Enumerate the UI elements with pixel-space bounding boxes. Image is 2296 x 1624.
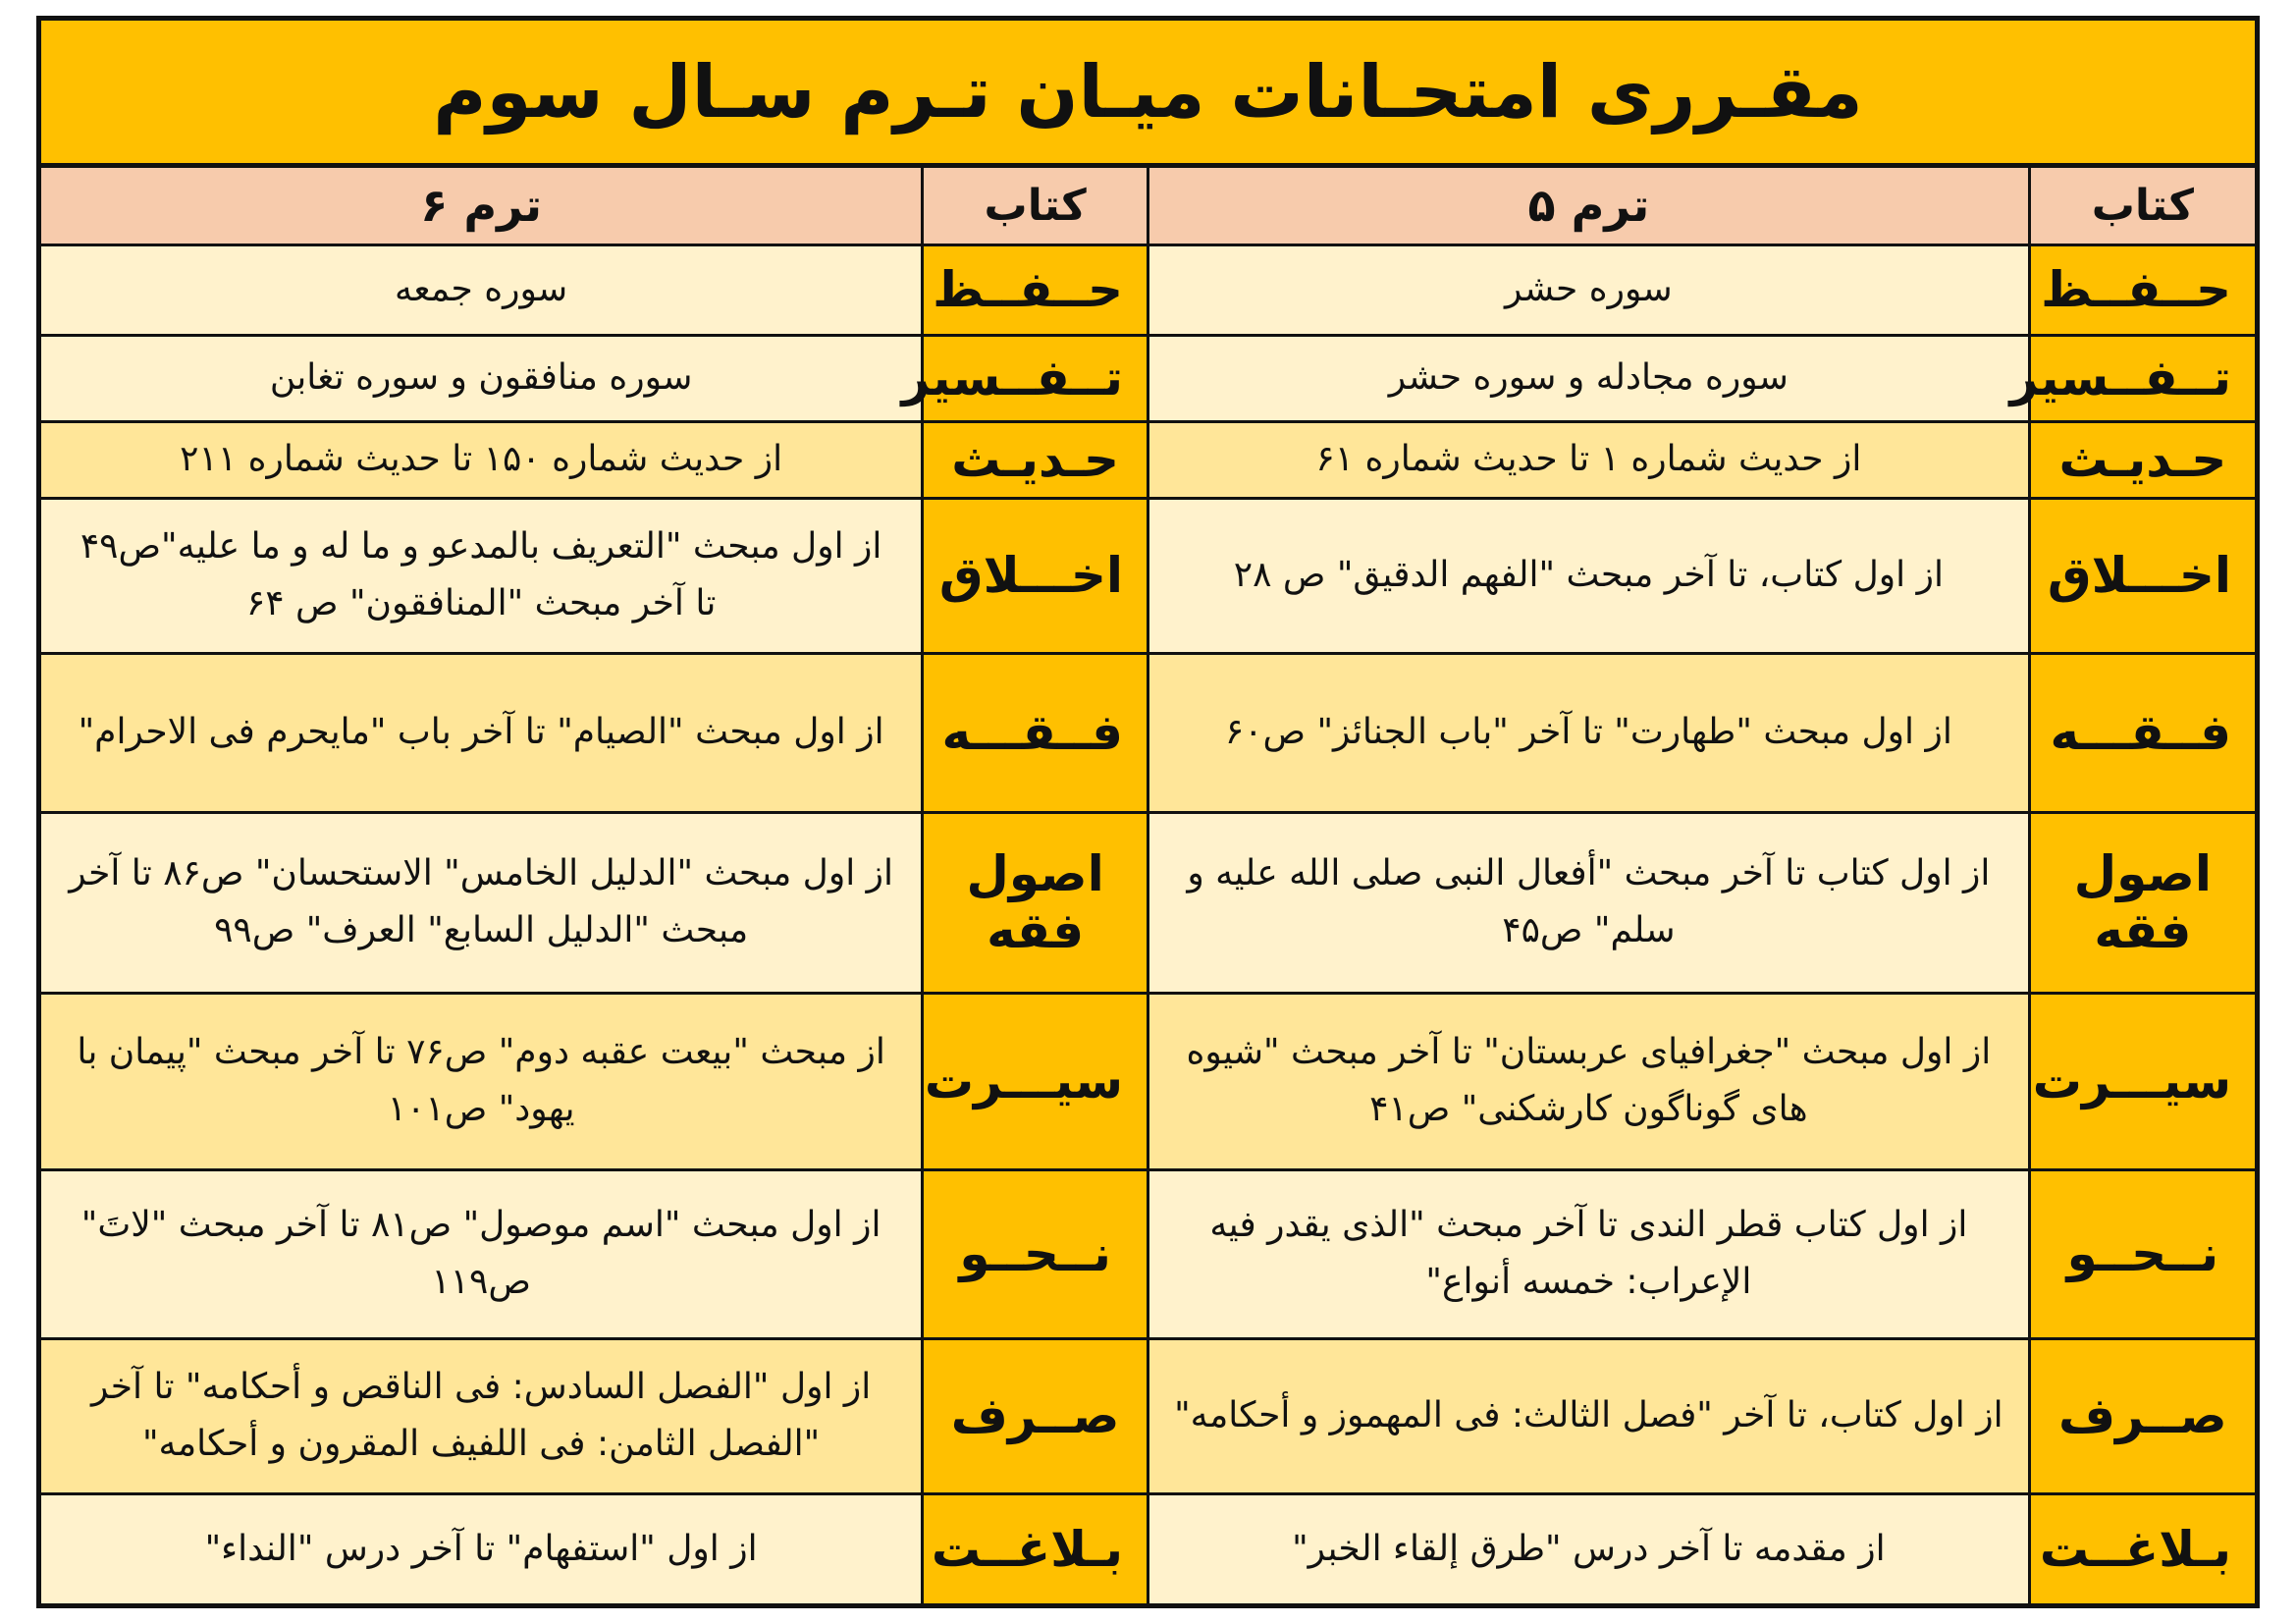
subject-cell: صــرف — [923, 1338, 1148, 1493]
term5-cell: از اول مبحث "طهارت" تا آخر "باب الجنائز" ص۶۰ — [1148, 653, 2030, 812]
table-row — [41, 498, 2255, 653]
table-row — [41, 244, 2255, 335]
subject-cell: حــفــظ — [2029, 244, 2255, 335]
syllabus-sheet — [36, 16, 2260, 1608]
term6-cell: از حدیث شماره ۱۵۰ تا حدیث شماره ۲۱۱ — [41, 421, 923, 498]
table-row — [41, 993, 2255, 1169]
header-term5: ترم ۵ — [1148, 168, 2030, 244]
term5-cell: سوره مجادله و سوره حشر — [1148, 335, 2030, 421]
exam-schedule-table — [41, 168, 2255, 1603]
subject-cell: اخـــلاق — [923, 498, 1148, 653]
term6-cell: از مبحث "بیعت عقبه دوم" ص۷۶ تا آخر مبحث "پیمان با یهود" ص۱۰۱ — [41, 993, 923, 1169]
title-bar — [41, 21, 2255, 168]
subject-cell: اصول فقه — [2029, 812, 2255, 993]
header-term6: ترم ۶ — [41, 168, 923, 244]
table-row — [41, 1338, 2255, 1493]
subject-cell: بـلاغــت — [2029, 1493, 2255, 1603]
subject-cell: سیـــرت — [923, 993, 1148, 1169]
term5-cell: از اول کتاب تا آخر مبحث "أفعال النبی صلی الله علیه و سلم" ص۴۵ — [1148, 812, 2030, 993]
term6-cell: از اول مبحث "اسم موصول" ص۸۱ تا آخر مبحث "لاتَ" ص۱۱۹ — [41, 1169, 923, 1338]
subject-cell: فــقـــه — [2029, 653, 2255, 812]
table-row — [41, 1493, 2255, 1603]
table-row — [41, 812, 2255, 993]
subject-cell: تــفــسیر — [2029, 335, 2255, 421]
term5-cell: از اول مبحث "جغرافیای عربستان" تا آخر مبحث "شیوه های گوناگون کارشکنی" ص۴۱ — [1148, 993, 2030, 1169]
term6-cell: سوره منافقون و سوره تغابن — [41, 335, 923, 421]
term5-cell: از مقدمه تا آخر درس "طرق إلقاء الخبر" — [1148, 1493, 2030, 1603]
subject-cell: تــفــسیر — [923, 335, 1148, 421]
subject-cell: نــحــو — [2029, 1169, 2255, 1338]
subject-cell: اصول فقه — [923, 812, 1148, 993]
term5-cell: از اول کتاب قطر الندی تا آخر مبحث "الذی یقدر فیه الإعراب: خمسه أنواع" — [1148, 1169, 2030, 1338]
subject-cell: حـدیـث — [2029, 421, 2255, 498]
term5-cell: از اول کتاب، تا آخر مبحث "الفهم الدقیق" ص ۲۸ — [1148, 498, 2030, 653]
header-book-term6: کتاب — [923, 168, 1148, 244]
table-row — [41, 1169, 2255, 1338]
page-title: مقـرری امتحـانات میـان تـرم سـال سوم — [433, 49, 1863, 135]
term6-cell: از اول "استفهام" تا آخر درس "النداء" — [41, 1493, 923, 1603]
subject-cell: حـدیـث — [923, 421, 1148, 498]
term5-cell: از حدیث شماره ۱ تا حدیث شماره ۶۱ — [1148, 421, 2030, 498]
subject-cell: اخـــلاق — [2029, 498, 2255, 653]
table-row — [41, 335, 2255, 421]
subject-cell: صــرف — [2029, 1338, 2255, 1493]
term6-cell: از اول مبحث "الدلیل الخامس" الاستحسان" ص۸۶ تا آخر مبحث "الدلیل السابع" العرف" ص۹۹ — [41, 812, 923, 993]
term6-cell: سوره جمعه — [41, 244, 923, 335]
term5-cell: سوره حشر — [1148, 244, 2030, 335]
term6-cell: از اول "الفصل السادس: فی الناقص و أحکامه" تا آخر "الفصل الثامن: فی اللفیف المقرون و أحکامه" — [41, 1338, 923, 1493]
term6-cell: از اول مبحث "الصیام" تا آخر باب "مایحرم فی الاحرام" — [41, 653, 923, 812]
table-row — [41, 421, 2255, 498]
subject-cell: سیـــرت — [2029, 993, 2255, 1169]
subject-cell: حــفــظ — [923, 244, 1148, 335]
header-book-term5: کتاب — [2029, 168, 2255, 244]
subject-cell: بـلاغــت — [923, 1493, 1148, 1603]
table-header-row — [41, 168, 2255, 244]
term5-cell: از اول کتاب، تا آخر "فصل الثالث: فی المهموز و أحکامه" — [1148, 1338, 2030, 1493]
subject-cell: نــحــو — [923, 1169, 1148, 1338]
table-row — [41, 653, 2255, 812]
term6-cell: از اول مبحث "التعریف بالمدعو و ما له و ما علیه"ص۴۹ تا آخر مبحث "المنافقون" ص ۶۴ — [41, 498, 923, 653]
subject-cell: فــقـــه — [923, 653, 1148, 812]
